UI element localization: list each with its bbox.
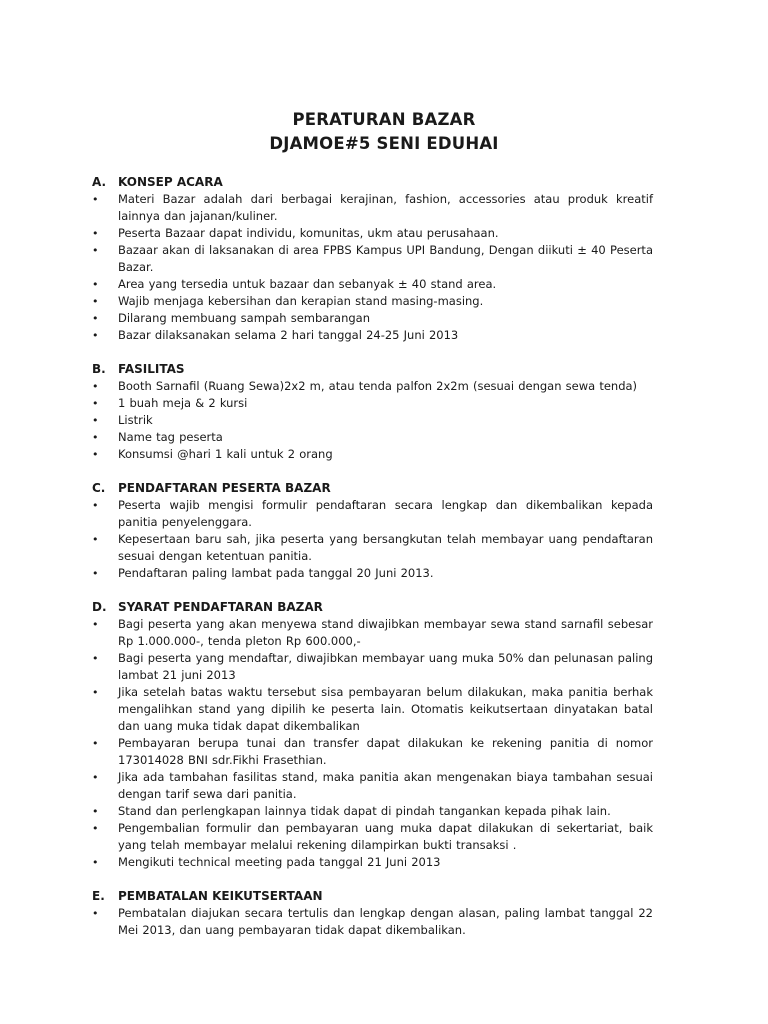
bullet-icon: • bbox=[92, 771, 99, 784]
bullet-icon: • bbox=[92, 431, 99, 444]
list-item-text: Mengikuti technical meeting pada tanggal 21 Juni 2013 bbox=[118, 855, 441, 869]
list-item bbox=[92, 650, 653, 684]
list-item bbox=[92, 565, 653, 582]
list-item-text: Pembayaran berupa tunai dan transfer dapat dilakukan ke rekening panitia di nomor 173014028 BNI sdr.Fikhi Frasethian. bbox=[118, 736, 653, 767]
list-item bbox=[92, 327, 653, 344]
list-item-text: Booth Sarnafil (Ruang Sewa)2x2 m, atau tenda palfon 2x2m (sesuai dengan sewa tenda) bbox=[118, 379, 638, 393]
bullet-icon: • bbox=[92, 652, 99, 665]
section-letter: A. bbox=[92, 175, 107, 189]
bullet-icon: • bbox=[92, 312, 99, 325]
list-item-text: Jika ada tambahan fasilitas stand, maka panitia akan mengenakan biaya tambahan sesuai dengan tarif sewa dari panitia. bbox=[118, 770, 653, 801]
list-item bbox=[92, 531, 653, 565]
section-d bbox=[92, 599, 653, 871]
list-item bbox=[92, 446, 653, 463]
bullet-icon: • bbox=[92, 244, 99, 257]
list-item bbox=[92, 497, 653, 531]
bullet-icon: • bbox=[92, 737, 99, 750]
list-item bbox=[92, 293, 653, 310]
bullet-icon: • bbox=[92, 618, 99, 631]
bullet-icon: • bbox=[92, 499, 99, 512]
section-heading-text: PEMBATALAN KEIKUTSERTAAN bbox=[118, 889, 323, 903]
bullet-icon: • bbox=[92, 448, 99, 461]
section-heading bbox=[92, 174, 653, 191]
list-item-text: Stand dan perlengkapan lainnya tidak dapat di pindah tangankan kepada pihak lain. bbox=[118, 804, 611, 818]
section-letter: B. bbox=[92, 362, 106, 376]
list-item bbox=[92, 905, 653, 939]
bullet-icon: • bbox=[92, 805, 99, 818]
list-item bbox=[92, 242, 653, 276]
list-item bbox=[92, 854, 653, 871]
list-item-text: Dilarang membuang sampah sembarangan bbox=[118, 311, 371, 325]
section-letter: C. bbox=[92, 481, 106, 495]
document-body bbox=[92, 174, 653, 956]
list-item-text: 1 buah meja & 2 kursi bbox=[118, 396, 248, 410]
list-item bbox=[92, 769, 653, 803]
list-item-text: Peserta Bazaar dapat individu, komunitas, ukm atau perusahaan. bbox=[118, 226, 499, 240]
section-letter: D. bbox=[92, 600, 107, 614]
bullet-icon: • bbox=[92, 856, 99, 869]
list-item-text: Area yang tersedia untuk bazaar dan sebanyak ± 40 stand area. bbox=[118, 277, 497, 291]
section-e bbox=[92, 888, 653, 939]
list-item bbox=[92, 225, 653, 242]
bullet-icon: • bbox=[92, 295, 99, 308]
bullet-icon: • bbox=[92, 227, 99, 240]
list-item-text: Kepesertaan baru sah, jika peserta yang bersangkutan telah membayar uang pendaftaran sesuai dengan ketentuan panitia. bbox=[118, 532, 653, 563]
list-item bbox=[92, 310, 653, 327]
list-item bbox=[92, 191, 653, 225]
list-item-text: Bazar dilaksanakan selama 2 hari tanggal 24-25 Juni 2013 bbox=[118, 328, 459, 342]
list-item bbox=[92, 616, 653, 650]
list-item-text: Materi Bazar adalah dari berbagai kerajinan, fashion, accessories atau produk kreatif lainnya dan jajanan/kuliner. bbox=[118, 192, 653, 223]
list-item-text: Listrik bbox=[118, 413, 153, 427]
list-item bbox=[92, 276, 653, 293]
section-a bbox=[92, 174, 653, 344]
section-heading bbox=[92, 888, 653, 905]
bullet-icon: • bbox=[92, 193, 99, 206]
list-item-text: Bazaar akan di laksanakan di area FPBS Kampus UPI Bandung, Dengan diikuti ± 40 Peserta Bazar. bbox=[118, 243, 653, 274]
list-item-text: Bagi peserta yang mendaftar, diwajibkan membayar uang muka 50% dan pelunasan paling lambat 21 juni 2013 bbox=[118, 651, 653, 682]
list-item-text: Pengembalian formulir dan pembayaran uang muka dapat dilakukan di sekertariat, baik yang telah membayar melalui rekening dilampirkan bukti transaksi . bbox=[118, 821, 653, 852]
list-item-text: Bagi peserta yang akan menyewa stand diwajibkan membayar sewa stand sarnafil sebesar Rp 1.000.000-, tenda pleton Rp 600.000,- bbox=[118, 617, 653, 648]
list-item-text: Konsumsi @hari 1 kali untuk 2 orang bbox=[118, 447, 333, 461]
bullet-icon: • bbox=[92, 567, 99, 580]
bullet-icon: • bbox=[92, 686, 99, 699]
section-letter: E. bbox=[92, 889, 105, 903]
section-heading-text: SYARAT PENDAFTARAN BAZAR bbox=[118, 600, 323, 614]
section-heading-text: FASILITAS bbox=[118, 362, 185, 376]
section-c bbox=[92, 480, 653, 582]
list-item bbox=[92, 820, 653, 854]
list-item-text: Peserta wajib mengisi formulir pendaftaran secara lengkap dan dikembalikan kepada panitia penyelenggara. bbox=[118, 498, 653, 529]
section-b bbox=[92, 361, 653, 463]
title-line-1: PERATURAN BAZAR bbox=[292, 110, 476, 129]
bullet-icon: • bbox=[92, 907, 99, 920]
bullet-icon: • bbox=[92, 380, 99, 393]
section-heading-text: PENDAFTARAN PESERTA BAZAR bbox=[118, 481, 331, 495]
section-heading-text: KONSEP ACARA bbox=[118, 175, 223, 189]
section-heading bbox=[92, 599, 653, 616]
bullet-icon: • bbox=[92, 822, 99, 835]
list-item bbox=[92, 412, 653, 429]
list-item bbox=[92, 684, 653, 735]
section-heading bbox=[92, 480, 653, 497]
section-heading bbox=[92, 361, 653, 378]
title-line-2: DJAMOE#5 SENI EDUHAI bbox=[269, 134, 499, 153]
list-item bbox=[92, 429, 653, 446]
list-item bbox=[92, 395, 653, 412]
list-item-text: Pembatalan diajukan secara tertulis dan lengkap dengan alasan, paling lambat tanggal 22 Mei 2013, dan uang pembayaran tidak dapat dikembalikan. bbox=[118, 906, 653, 937]
list-item-text: Jika setelah batas waktu tersebut sisa pembayaran belum dilakukan, maka panitia berhak mengalihkan stand yang dipilih ke peserta lain. Otomatis keikutsertaan dinyatakan batal dan uang muka tidak dapat dikembalikan bbox=[118, 685, 653, 733]
list-item bbox=[92, 735, 653, 769]
list-item bbox=[92, 378, 653, 395]
bullet-icon: • bbox=[92, 414, 99, 427]
list-item-text: Name tag peserta bbox=[118, 430, 223, 444]
bullet-icon: • bbox=[92, 329, 99, 342]
bullet-icon: • bbox=[92, 278, 99, 291]
bullet-icon: • bbox=[92, 397, 99, 410]
list-item-text: Pendaftaran paling lambat pada tanggal 20 Juni 2013. bbox=[118, 566, 434, 580]
list-item bbox=[92, 803, 653, 820]
list-item-text: Wajib menjaga kebersihan dan kerapian stand masing-masing. bbox=[118, 294, 484, 308]
document-title bbox=[0, 108, 768, 156]
bullet-icon: • bbox=[92, 533, 99, 546]
